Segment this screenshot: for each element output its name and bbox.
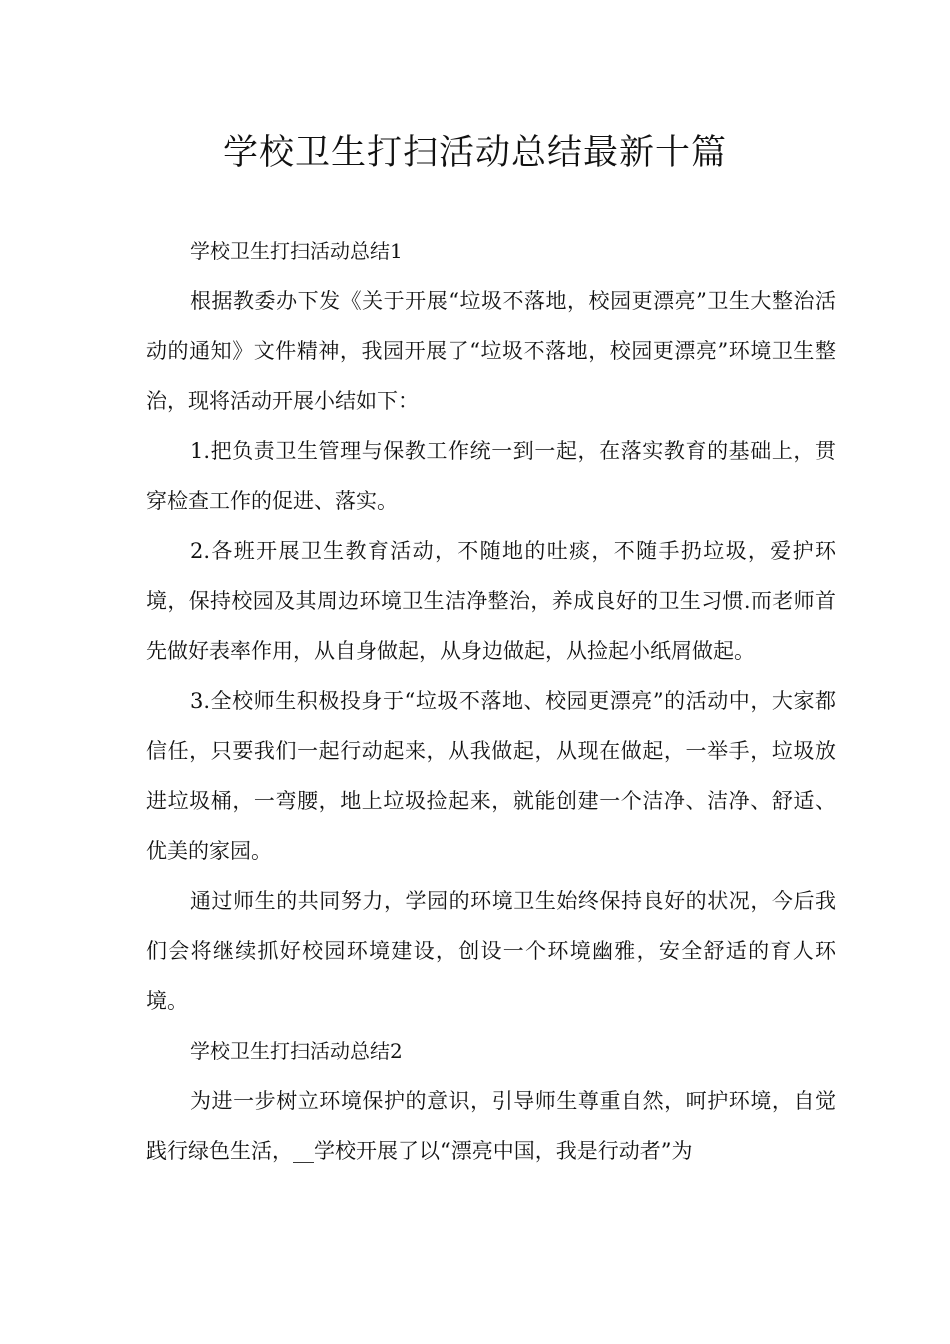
section-1-heading: 学校卫生打扫活动总结1 (190, 239, 403, 263)
section-2-heading: 学校卫生打扫活动总结2 (190, 1039, 403, 1063)
document-body (146, 226, 836, 1176)
section-1-paragraph-conclusion: 通过师生的共同努力，学园的环境卫生始终保持良好的状况，今后我们会将继续抓好校园环境建设，创设一个环境幽雅，安全舒适的育人环境。 (146, 889, 836, 1013)
document-title: 学校卫生打扫活动总结最新十篇 (222, 133, 727, 173)
section-2-paragraph-intro: 为进一步树立环境保护的意识，引导师生尊重自然，呵护环境，自觉践行绿色生活，__学校开展了以“漂亮中国，我是行动者”为 (146, 1089, 836, 1163)
section-1-paragraph-item-1: 1.把负责卫生管理与保教工作统一到一起，在落实教育的基础上，贯穿检查工作的促进、落实。 (146, 439, 836, 513)
section-1-paragraph-item-3: 3.全校师生积极投身于“垃圾不落地、校园更漂亮”的活动中，大家都信任，只要我们一起行动起来，从我做起，从现在做起，一举手，垃圾放进垃圾桶，一弯腰，地上垃圾捡起来，就能创建一个洁净、洁净、舒适、优美的家园。 (146, 689, 836, 863)
section-1-paragraph-intro: 根据教委办下发《关于开展“垃圾不落地，校园更漂亮”卫生大整治活动的通知》文件精神，我园开展了“垃圾不落地，校园更漂亮”环境卫生整治，现将活动开展小结如下： (146, 289, 836, 413)
section-1-paragraph-item-2: 2.各班开展卫生教育活动，不随地的吐痰，不随手扔垃圾，爱护环境，保持校园及其周边环境卫生洁净整治，养成良好的卫生习惯.而老师首先做好表率作用，从自身做起，从身边做起，从捡起小纸屑做起。 (146, 539, 836, 663)
